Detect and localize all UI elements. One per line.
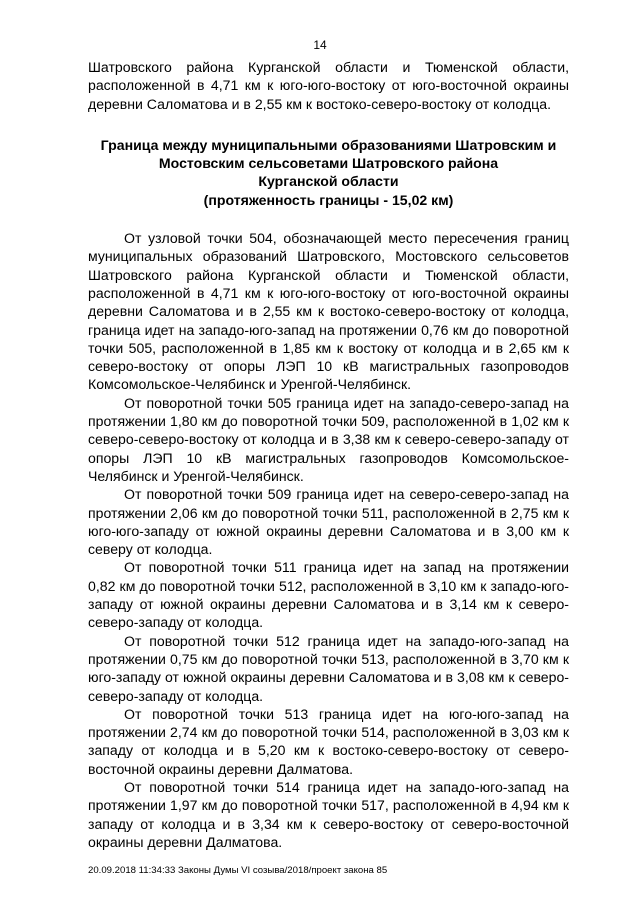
page-number: 14 [313,38,327,52]
paragraph-point-509: От поворотной точки 509 граница идет на северо-северо-запад на протяжении 2,06 км до поворотной точки 511, расположенной в 2,75 км к юго-юго-западу от южной окраины деревни Саломатова и в 3,00 км к северу от колодца. [88,486,569,558]
heading-line-3: Курганской области [258,173,399,190]
paragraph-point-505: От поворотной точки 505 граница идет на западо-северо-запад на протяжении 1,80 км до поворотной точки 509, расположенной в 1,02 км к северо-северо-востоку от колодца и в 3,38 км к северо-северо-западу от опоры ЛЭП 10 кВ магистральных газопроводов Комсомольское-Челябинск и Уренгой-Челябинск. [88,394,569,484]
paragraph-point-512: От поворотной точки 512 граница идет на западо-юго-запад на протяжении 0,75 км до поворотной точки 513, расположенной в 3,70 км к юго-западу от южной окраины деревни Саломатова и в 3,08 км к северо-северо-западу от колодца. [88,632,569,704]
paragraph-point-513: От поворотной точки 513 граница идет на юго-юго-запад на протяжении 2,74 км до поворотной точки 514, расположенной в 3,03 км к западу от колодца и в 5,20 км к востоко-северо-востоку от северо-восточной окраины деревни Далматова. [88,705,569,777]
document-body [88,58,569,851]
heading-line-2: Мостовским сельсоветами Шатровского района [158,155,499,172]
heading-line-4: (протяженность границы - 15,02 км) [203,191,454,208]
paragraph-point-514: От поворотной точки 514 граница идет на западо-юго-запад на протяжении 1,97 км до поворотной точки 517, расположенной в 4,94 км к западу от колодца и в 3,34 км к северо-востоку от северо-восточной окраины деревни Далматова. [88,778,569,850]
footer-metadata: 20.09.2018 11:34:33 Законы Думы VI созыва/2018/проект закона 85 [88,865,388,876]
section-heading [88,136,569,209]
paragraph-point-504: От узловой точки 504, обозначающей место пересечения границ муниципальных образований Шатровского, Мостовского сельсоветов Шатровского района Курганской области и Тюменской области, расположенной в 4,71 км к юго-юго-востоку от юго-восточной окраины деревни Саломатова и в 2,55 км к востоко-северо-востоку от колодца, граница идет на западо-юго-запад на протяжении 0,76 км до поворотной точки 505, расположенной в 1,85 км к востоку от колодца и в 2,65 км к северо-востоку от опоры ЛЭП 10 кВ магистральных газопроводов Комсомольское-Челябинск и Уренгой-Челябинск. [88,230,569,393]
intro-paragraph: Шатровского района Курганской области и Тюменской области, расположенной в 4,71 км к юго-юго-востоку от юго-восточной окраины деревни Саломатова и в 2,55 км к востоко-северо-востоку от колодца. [88,59,569,112]
paragraph-point-511: От поворотной точки 511 граница идет на запад на протяжении 0,82 км до поворотной точки 512, расположенной в 3,10 км к западо-юго-западу от южной окраины деревни Саломатова и в 3,14 км к северо-северо-западу от колодца. [88,559,569,631]
heading-line-1: Граница между муниципальными образованиями Шатровским и [100,136,557,153]
